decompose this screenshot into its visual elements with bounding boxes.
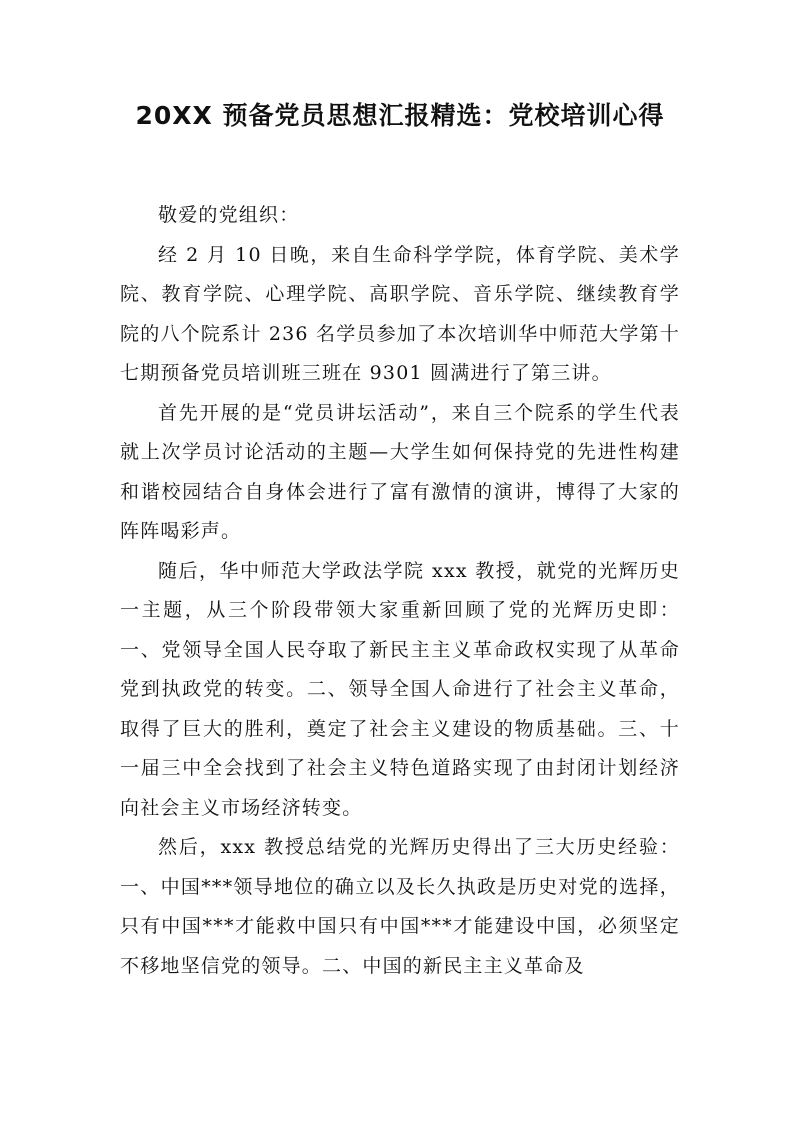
- document-title: 20XX 预备党员思想汇报精选：党校培训心得: [135, 101, 665, 130]
- salutation: 敬爱的党组织：: [158, 204, 300, 226]
- document-body: [120, 196, 680, 986]
- paragraph-1: 经 2 月 10 日晚，来自生命科学学院，体育学院、美术学院、教育学院、心理学院、高职学院、音乐学院、继续教育学院的八个院系计 236 名学员参加了本次培训华中师范大学第十七期预备党员培训班三班在 9301 圆满进行了第三讲。: [120, 243, 680, 384]
- paragraph-4: 然后，xxx 教授总结党的光辉历史得出了三大历史经验：一、中国***领导地位的确立以及长久执政是历史对党的选择，只有中国***才能救中国只有中国***才能建设中国，必须坚定不移地坚信党的领导。二、中国的新民主主义革命及: [120, 836, 680, 977]
- paragraph-3: 随后，华中师范大学政法学院 xxx 教授，就党的光辉历史一主题，从三个阶段带领大家重新回顾了党的光辉历史即：一、党领导全国人民夺取了新民主主义革命政权实现了从革命党到执政党的转变。二、领导全国人命进行了社会主义革命，取得了巨大的胜利，奠定了社会主义建设的物质基础。三、十一届三中全会找到了社会主义特色道路实现了由封闭计划经济向社会主义市场经济转变。: [120, 559, 680, 819]
- paragraph-2: 首先开展的是“党员讲坛活动”，来自三个院系的学生代表就上次学员讨论活动的主题—大学生如何保持党的先进性构建和谐校园结合自身体会进行了富有激情的演讲，博得了大家的阵阵喝彩声。: [120, 401, 680, 542]
